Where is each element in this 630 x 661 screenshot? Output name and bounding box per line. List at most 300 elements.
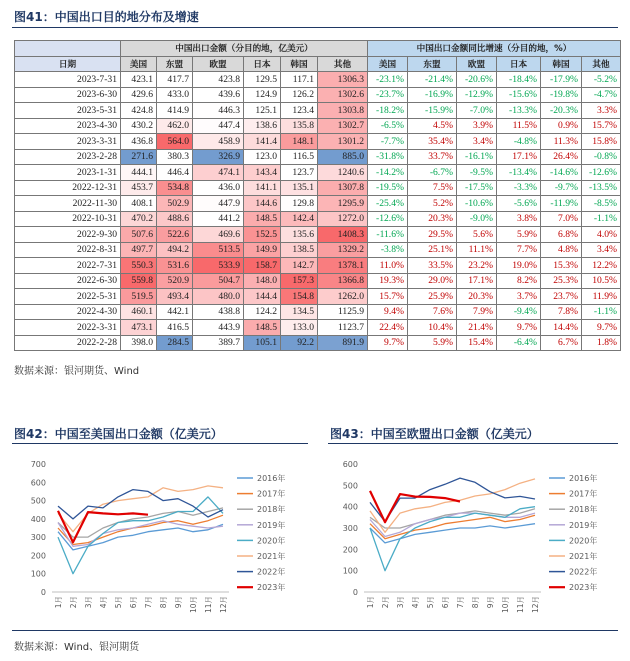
y-tick-label: 500 — [30, 496, 46, 506]
yoy-cell: -5.2% — [582, 72, 621, 88]
y-tick-label: 500 — [342, 481, 358, 491]
yoy-cell: -12.6% — [582, 165, 621, 181]
y-tick-label: 600 — [342, 460, 358, 469]
yoy-cell: 6.8% — [541, 227, 582, 243]
amount-cell: 462.0 — [157, 118, 193, 134]
destination-table — [14, 40, 621, 351]
amount-cell: 424.8 — [121, 103, 157, 119]
yoy-cell: 19.3% — [368, 273, 408, 289]
amount-cell: 473.1 — [121, 320, 157, 336]
y-tick-label: 700 — [30, 460, 46, 469]
amount-cell: 474.1 — [193, 165, 244, 181]
fig42-title-rule — [12, 443, 308, 444]
yoy-cell: 7.0% — [541, 211, 582, 227]
amount-cell: 123.7 — [281, 165, 318, 181]
x-tick-label: 9月 — [174, 596, 183, 609]
yoy-cell: -9.4% — [497, 304, 541, 320]
table-row — [15, 258, 621, 274]
yoy-cell: -11.6% — [368, 227, 408, 243]
legend-label: 2022年 — [569, 567, 598, 577]
yoy-cell: -19.5% — [368, 180, 408, 196]
yoy-cell: -12.9% — [457, 87, 497, 103]
amount-cell: 497.7 — [121, 242, 157, 258]
legend-label: 2019年 — [257, 520, 286, 530]
row-date: 2022-8-31 — [15, 242, 121, 258]
yoy-cell: -15.9% — [408, 103, 457, 119]
amount-cell: 488.6 — [157, 211, 193, 227]
yoy-cell: -9.0% — [457, 211, 497, 227]
y-tick-label: 300 — [342, 524, 358, 533]
x-tick-label: 6月 — [129, 596, 138, 609]
amount-cell: 123.4 — [281, 103, 318, 119]
amount-cell: 533.9 — [193, 258, 244, 274]
amount-cell: 117.1 — [281, 72, 318, 88]
table-row — [15, 196, 621, 212]
table-row — [15, 87, 621, 103]
amount-cell: 891.9 — [318, 335, 368, 351]
yoy-cell: -18.4% — [497, 72, 541, 88]
yoy-cell: 20.3% — [408, 211, 457, 227]
table-row — [15, 149, 621, 165]
yoy-cell: -1.1% — [582, 304, 621, 320]
y-tick-label: 0 — [352, 588, 358, 597]
yoy-cell: 11.5% — [497, 118, 541, 134]
amount-cell: 408.1 — [121, 196, 157, 212]
yoy-cell: 3.4% — [457, 134, 497, 150]
fig41-title-rule — [12, 27, 618, 28]
yoy-cell: 15.4% — [457, 335, 497, 351]
yoy-cell: 15.3% — [541, 258, 582, 274]
yoy-cell: 19.0% — [497, 258, 541, 274]
x-tick-label: 9月 — [486, 596, 495, 609]
amount-cell: 1302.7 — [318, 118, 368, 134]
yoy-cell: 12.2% — [582, 258, 621, 274]
amount-cell: 414.9 — [157, 103, 193, 119]
yoy-cell: -4.7% — [582, 87, 621, 103]
yoy-cell: -6.4% — [497, 335, 541, 351]
yoy-cell: 7.6% — [408, 304, 457, 320]
legend-label: 2022年 — [257, 567, 286, 577]
amount-cell: 433.0 — [157, 87, 193, 103]
table-row — [15, 242, 621, 258]
amount-cell: 284.5 — [157, 335, 193, 351]
yoy-cell: 5.6% — [457, 227, 497, 243]
amount-cell: 441.2 — [193, 211, 244, 227]
fig42-title: 图42：中国至美国出口金额（亿美元） — [14, 427, 223, 441]
yoy-cell: 11.9% — [582, 289, 621, 305]
y-tick-label: 0 — [40, 588, 46, 597]
x-tick-label: 10月 — [501, 596, 510, 614]
y-tick-label: 100 — [30, 569, 46, 579]
yoy-cell: -15.6% — [497, 87, 541, 103]
legend-label: 2020年 — [569, 536, 598, 546]
legend-label: 2018年 — [257, 505, 286, 515]
series-line-2020年 — [370, 507, 535, 571]
amount-cell: 439.6 — [193, 87, 244, 103]
yoy-cell: 4.5% — [408, 118, 457, 134]
row-date: 2022-10-31 — [15, 211, 121, 227]
amount-cell: 144.4 — [244, 289, 281, 305]
amount-cell: 458.9 — [193, 134, 244, 150]
amount-cell: 158.7 — [244, 258, 281, 274]
amount-cell: 469.6 — [193, 227, 244, 243]
col-header-date: 日期 — [15, 56, 121, 72]
row-date: 2022-9-30 — [15, 227, 121, 243]
yoy-cell: 3.9% — [457, 118, 497, 134]
series-line-2019年 — [370, 513, 535, 536]
row-date: 2022-7-31 — [15, 258, 121, 274]
amount-cell: 148.1 — [281, 134, 318, 150]
amount-cell: 447.4 — [193, 118, 244, 134]
yoy-cell: 14.4% — [541, 320, 582, 336]
amount-cell: 105.1 — [244, 335, 281, 351]
yoy-cell: -23.1% — [368, 72, 408, 88]
yoy-cell: 26.4% — [541, 149, 582, 165]
row-date: 2022-12-31 — [15, 180, 121, 196]
row-date: 2023-1-31 — [15, 165, 121, 181]
yoy-cell: 17.1% — [457, 273, 497, 289]
amount-cell: 389.7 — [193, 335, 244, 351]
x-tick-label: 10月 — [189, 596, 198, 614]
amount-cell: 135.8 — [281, 118, 318, 134]
x-tick-label: 6月 — [441, 596, 450, 609]
amount-cell: 134.5 — [281, 304, 318, 320]
legend-label: 2018年 — [569, 505, 598, 515]
yoy-cell: -7.0% — [457, 103, 497, 119]
yoy-cell: 17.1% — [497, 149, 541, 165]
legend-label: 2016年 — [257, 474, 286, 483]
table-row — [15, 304, 621, 320]
x-tick-label: 11月 — [516, 596, 525, 614]
amount-cell: 1302.6 — [318, 87, 368, 103]
x-tick-label: 4月 — [99, 596, 108, 609]
yoy-cell: -10.6% — [457, 196, 497, 212]
amount-cell: 442.1 — [157, 304, 193, 320]
amount-cell: 149.9 — [244, 242, 281, 258]
yoy-cell: -13.5% — [582, 180, 621, 196]
yoy-cell: 11.0% — [368, 258, 408, 274]
amount-cell: 417.7 — [157, 72, 193, 88]
table-row — [15, 103, 621, 119]
yoy-cell: -12.6% — [368, 211, 408, 227]
amount-cell: 142.4 — [281, 211, 318, 227]
yoy-cell: 6.7% — [541, 335, 582, 351]
amount-cell: 438.8 — [193, 304, 244, 320]
yoy-cell: 9.7% — [497, 320, 541, 336]
yoy-cell: -0.8% — [582, 149, 621, 165]
table-row — [15, 118, 621, 134]
x-tick-label: 1月 — [366, 596, 375, 609]
amount-cell: 135.6 — [281, 227, 318, 243]
legend-label: 2021年 — [257, 552, 286, 561]
yoy-cell: -19.8% — [541, 87, 582, 103]
amount-cell: 416.5 — [157, 320, 193, 336]
amount-cell: 124.2 — [244, 304, 281, 320]
amount-cell: 1262.0 — [318, 289, 368, 305]
yoy-cell: 35.4% — [408, 134, 457, 150]
amount-cell: 1408.3 — [318, 227, 368, 243]
amount-cell: 1306.3 — [318, 72, 368, 88]
amount-cell: 550.3 — [121, 258, 157, 274]
yoy-cell: 3.7% — [497, 289, 541, 305]
amount-cell: 398.0 — [121, 335, 157, 351]
yoy-col-header: 美国 — [368, 56, 408, 72]
amount-col-header: 其他 — [318, 56, 368, 72]
amount-cell: 380.3 — [157, 149, 193, 165]
amount-cell: 133.0 — [281, 320, 318, 336]
amount-cell: 513.5 — [193, 242, 244, 258]
amount-cell: 531.6 — [157, 258, 193, 274]
yoy-cell: -5.6% — [497, 196, 541, 212]
x-tick-label: 7月 — [456, 596, 465, 609]
amount-cell: 1125.9 — [318, 304, 368, 320]
amount-cell: 443.9 — [193, 320, 244, 336]
yoy-col-header: 其他 — [582, 56, 621, 72]
group-header-amount: 中国出口金额（分目的地，亿美元） — [121, 41, 368, 57]
amount-col-header: 美国 — [121, 56, 157, 72]
fig41-title: 图41：中国出口目的地分布及增速 — [14, 10, 199, 24]
amount-cell: 436.0 — [193, 180, 244, 196]
yoy-cell: -6.7% — [408, 165, 457, 181]
yoy-cell: -25.4% — [368, 196, 408, 212]
yoy-cell: 0.9% — [541, 118, 582, 134]
x-tick-label: 2月 — [381, 596, 390, 609]
yoy-cell: 7.8% — [541, 304, 582, 320]
table-row — [15, 180, 621, 196]
eu-export-line-chart — [326, 452, 624, 624]
y-tick-label: 200 — [30, 551, 46, 561]
row-date: 2022-3-31 — [15, 320, 121, 336]
yoy-cell: -6.5% — [368, 118, 408, 134]
amount-cell: 138.5 — [281, 242, 318, 258]
amount-cell: 444.1 — [121, 165, 157, 181]
yoy-cell: -11.9% — [541, 196, 582, 212]
yoy-cell: -21.4% — [408, 72, 457, 88]
yoy-cell: -17.9% — [541, 72, 582, 88]
y-tick-label: 200 — [342, 545, 358, 555]
yoy-cell: 7.9% — [457, 304, 497, 320]
series-line-2018年 — [370, 509, 535, 528]
legend-label: 2017年 — [569, 489, 598, 499]
yoy-cell: 4.0% — [582, 227, 621, 243]
amount-cell: 1301.2 — [318, 134, 368, 150]
yoy-cell: 29.0% — [408, 273, 457, 289]
x-tick-label: 5月 — [426, 596, 435, 609]
yoy-cell: 21.4% — [457, 320, 497, 336]
table-row — [15, 335, 621, 351]
amount-cell: 135.1 — [281, 180, 318, 196]
yoy-col-header: 欧盟 — [457, 56, 497, 72]
y-tick-label: 400 — [30, 514, 46, 524]
legend-label: 2023年 — [569, 583, 598, 593]
amount-cell: 116.5 — [281, 149, 318, 165]
amount-cell: 125.1 — [244, 103, 281, 119]
yoy-cell: -20.3% — [541, 103, 582, 119]
amount-cell: 271.6 — [121, 149, 157, 165]
x-tick-label: 3月 — [84, 596, 93, 609]
amount-cell: 430.2 — [121, 118, 157, 134]
amount-cell: 154.8 — [281, 289, 318, 305]
y-tick-label: 600 — [30, 478, 46, 488]
amount-cell: 480.0 — [193, 289, 244, 305]
yoy-cell: 4.8% — [541, 242, 582, 258]
amount-cell: 1240.6 — [318, 165, 368, 181]
table-row — [15, 165, 621, 181]
amount-cell: 1307.8 — [318, 180, 368, 196]
amount-cell: 559.8 — [121, 273, 157, 289]
amount-cell: 453.7 — [121, 180, 157, 196]
yoy-cell: 10.5% — [582, 273, 621, 289]
yoy-cell: -16.9% — [408, 87, 457, 103]
yoy-cell: 9.7% — [368, 335, 408, 351]
yoy-cell: -20.6% — [457, 72, 497, 88]
table-row — [15, 320, 621, 336]
amount-cell: 504.7 — [193, 273, 244, 289]
legend-label: 2021年 — [569, 552, 598, 561]
amount-cell: 143.4 — [244, 165, 281, 181]
row-date: 2023-5-31 — [15, 103, 121, 119]
amount-cell: 92.2 — [281, 335, 318, 351]
yoy-cell: 3.4% — [582, 242, 621, 258]
amount-cell: 470.2 — [121, 211, 157, 227]
legend-label: 2017年 — [257, 489, 286, 499]
yoy-cell: -3.3% — [497, 180, 541, 196]
amount-cell: 1123.7 — [318, 320, 368, 336]
amount-cell: 138.6 — [244, 118, 281, 134]
yoy-cell: -13.4% — [497, 165, 541, 181]
y-tick-label: 400 — [342, 502, 358, 512]
row-date: 2023-7-31 — [15, 72, 121, 88]
amount-cell: 1272.0 — [318, 211, 368, 227]
yoy-cell: 9.7% — [582, 320, 621, 336]
us-export-line-chart — [14, 452, 312, 624]
legend-label: 2019年 — [569, 520, 598, 530]
amount-cell: 1303.8 — [318, 103, 368, 119]
amount-cell: 534.8 — [157, 180, 193, 196]
y-tick-label: 100 — [342, 566, 358, 576]
amount-cell: 519.5 — [121, 289, 157, 305]
amount-cell: 142.7 — [281, 258, 318, 274]
yoy-cell: 15.8% — [582, 134, 621, 150]
row-date: 2022-11-30 — [15, 196, 121, 212]
yoy-cell: -9.5% — [457, 165, 497, 181]
yoy-cell: 22.4% — [368, 320, 408, 336]
x-tick-label: 8月 — [471, 596, 480, 609]
yoy-cell: 5.2% — [408, 196, 457, 212]
x-tick-label: 11月 — [204, 596, 213, 614]
yoy-cell: -9.7% — [541, 180, 582, 196]
yoy-cell: 9.4% — [368, 304, 408, 320]
amount-cell: 141.1 — [244, 180, 281, 196]
amount-cell: 129.5 — [244, 72, 281, 88]
fig41-source: 数据来源：银河期货、Wind — [14, 366, 140, 377]
yoy-col-header: 东盟 — [408, 56, 457, 72]
yoy-cell: 11.3% — [541, 134, 582, 150]
amount-cell: 1295.9 — [318, 196, 368, 212]
yoy-cell: -17.5% — [457, 180, 497, 196]
amount-cell: 429.6 — [121, 87, 157, 103]
header-blank — [15, 41, 121, 57]
amount-cell: 141.4 — [244, 134, 281, 150]
row-date: 2023-2-28 — [15, 149, 121, 165]
yoy-cell: -31.8% — [368, 149, 408, 165]
yoy-cell: 20.3% — [457, 289, 497, 305]
amount-col-header: 韩国 — [281, 56, 318, 72]
row-date: 2023-6-30 — [15, 87, 121, 103]
row-date: 2023-4-30 — [15, 118, 121, 134]
row-date: 2023-3-31 — [15, 134, 121, 150]
yoy-cell: -14.6% — [541, 165, 582, 181]
yoy-cell: 11.1% — [457, 242, 497, 258]
bottom-rule — [12, 630, 618, 631]
x-tick-label: 3月 — [396, 596, 405, 609]
amount-col-header: 日本 — [244, 56, 281, 72]
table-row — [15, 72, 621, 88]
x-tick-label: 12月 — [219, 596, 228, 614]
yoy-col-header: 韩国 — [541, 56, 582, 72]
yoy-cell: -8.5% — [582, 196, 621, 212]
x-tick-label: 5月 — [114, 596, 123, 609]
yoy-cell: 3.3% — [582, 103, 621, 119]
yoy-cell: 33.5% — [408, 258, 457, 274]
amount-cell: 436.8 — [121, 134, 157, 150]
amount-cell: 157.3 — [281, 273, 318, 289]
yoy-cell: 25.9% — [408, 289, 457, 305]
amount-cell: 123.0 — [244, 149, 281, 165]
yoy-col-header: 日本 — [497, 56, 541, 72]
amount-cell: 148.5 — [244, 320, 281, 336]
amount-cell: 1378.1 — [318, 258, 368, 274]
row-date: 2022-2-28 — [15, 335, 121, 351]
yoy-cell: 7.5% — [408, 180, 457, 196]
amount-cell: 326.9 — [193, 149, 244, 165]
yoy-cell: -7.7% — [368, 134, 408, 150]
bottom-source: 数据来源：Wind、银河期货 — [14, 642, 140, 653]
table-row — [15, 273, 621, 289]
x-tick-label: 4月 — [411, 596, 420, 609]
amount-cell: 446.3 — [193, 103, 244, 119]
x-tick-label: 1月 — [54, 596, 63, 609]
amount-cell: 494.2 — [157, 242, 193, 258]
x-tick-label: 7月 — [144, 596, 153, 609]
amount-cell: 148.0 — [244, 273, 281, 289]
x-tick-label: 2月 — [69, 596, 78, 609]
amount-cell: 493.4 — [157, 289, 193, 305]
yoy-cell: 7.7% — [497, 242, 541, 258]
amount-cell: 148.5 — [244, 211, 281, 227]
legend-label: 2016年 — [569, 474, 598, 483]
amount-cell: 126.2 — [281, 87, 318, 103]
table-row — [15, 211, 621, 227]
amount-cell: 522.6 — [157, 227, 193, 243]
table-row — [15, 289, 621, 305]
amount-col-header: 欧盟 — [193, 56, 244, 72]
yoy-cell: 25.3% — [541, 273, 582, 289]
yoy-cell: -23.7% — [368, 87, 408, 103]
x-tick-label: 8月 — [159, 596, 168, 609]
x-tick-label: 12月 — [531, 596, 540, 614]
amount-cell: 423.8 — [193, 72, 244, 88]
amount-cell: 520.9 — [157, 273, 193, 289]
amount-cell: 144.6 — [244, 196, 281, 212]
amount-cell: 446.4 — [157, 165, 193, 181]
yoy-cell: -3.8% — [368, 242, 408, 258]
yoy-cell: 15.7% — [582, 118, 621, 134]
yoy-cell: 33.7% — [408, 149, 457, 165]
series-line-2020年 — [58, 497, 223, 574]
yoy-cell: 25.1% — [408, 242, 457, 258]
yoy-cell: 1.8% — [582, 335, 621, 351]
